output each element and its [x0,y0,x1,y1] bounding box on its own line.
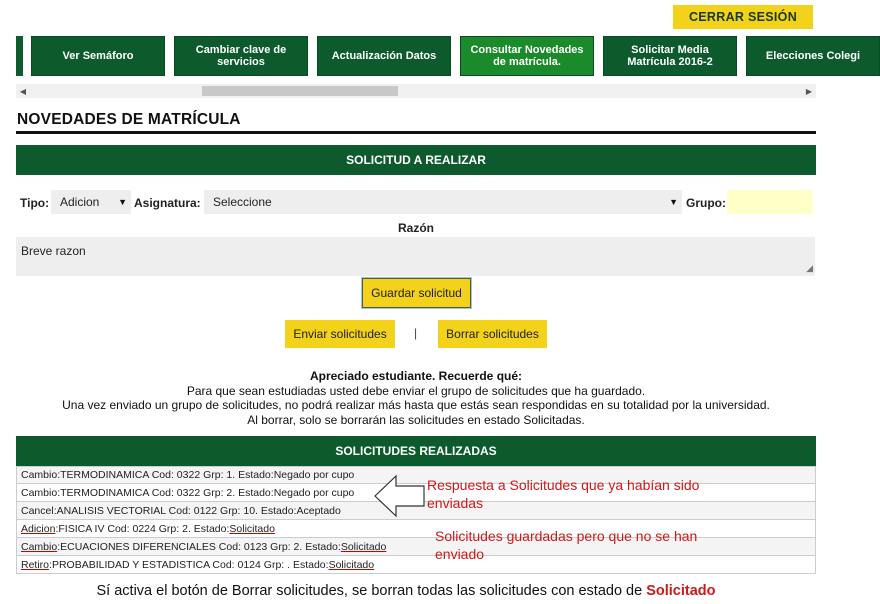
annotation-answered: Respuesta a Solicitudes que ya habían sido enviadas [427,477,700,511]
notice-heading: Apreciado estudiante. Recuerde qué: [309,369,523,383]
tipo-select[interactable] [51,190,131,214]
asignatura-select[interactable] [204,190,682,214]
tipo-select-value: Adicion [60,195,100,209]
footer-annotation [0,583,812,599]
table-row: Cambio : TERMODINAMICA Cod: 0322 Grp: 1. Estado: Negado por cupo [16,466,816,484]
request-type: Adicion [21,522,56,535]
footer-text: Sí activa el botón de Borrar solicitudes, se borran todas las solicitudes con estado de [96,583,647,599]
arrow-left-icon[interactable]: ◀ [19,86,27,96]
request-detail: PROBABILIDAD Y ESTADISTICA Cod: 0124 Grp: . Estado: [51,558,329,571]
tipo-label: Tipo: [20,196,50,210]
table-row: Adicion : FISICA IV Cod: 0224 Grp: 2. Estado: Solicitado [16,520,816,538]
resize-grip-icon[interactable]: ◢ [806,263,813,273]
request-status: Negado por cupo [273,469,355,481]
button-separator: | [414,326,418,340]
request-detail: ECUACIONES DIFERENCIALES Cod: 0123 Grp: 2. Estado: [60,540,341,553]
chevron-down-icon: ▼ [118,197,127,207]
request-type: Cambio [21,486,58,499]
request-type: Cambio [21,469,58,481]
table-row: Cambio : TERMODINAMICA Cod: 0322 Grp: 2. Estado: Negado por cupo [16,484,816,502]
table-row: Retiro : PROBABILIDAD Y ESTADISTICA Cod: 0124 Grp: . Estado: Solicitado [16,556,816,574]
scroll-thumb[interactable] [202,86,398,96]
nav-item-semaforo[interactable]: Ver Semáforo [31,36,165,76]
chevron-down-icon: ▼ [669,197,678,207]
nav-item-partial[interactable] [16,36,23,76]
notice-line: Al borrar, solo se borrarán las solicitudes en estado Solicitadas. [247,412,585,427]
left-arrow-icon [374,474,426,518]
razon-placeholder: Breve razon [21,244,86,258]
request-status: Solicitado [229,522,275,535]
request-type: Retiro [21,558,50,571]
request-status: Solicitado [328,558,375,571]
delete-requests-button[interactable]: Borrar solicitudes [438,320,547,348]
main-nav [16,36,861,78]
nav-item-consultar-novedades[interactable]: Consultar Novedades de matrícula. [460,36,594,76]
table-row: Cancel : ANALISIS VECTORIAL Cod: 0122 Grp: 10. Estado: Aceptado [16,502,816,520]
request-status: Negado por cupo [273,486,355,499]
notice-block [0,369,832,427]
save-request-button[interactable]: Guardar solicitud [363,279,470,307]
razon-textarea[interactable] [16,237,815,276]
request-detail: TERMODINAMICA Cod: 0322 Grp: 2. Estado: [60,486,274,499]
annotation-saved: Solicitudes guardadas pero que no se han enviado [435,528,698,562]
nav-item-media-matricula[interactable]: Solicitar Media Matrícula 2016-2 [603,36,737,76]
grupo-label: Grupo: [686,196,726,210]
request-status: Solicitado [340,540,387,553]
nav-item-actualizacion-datos[interactable]: Actualización Datos [317,36,451,76]
nav-item-elecciones[interactable]: Elecciones Colegi [746,36,880,76]
table-row: Cambio : ECUACIONES DIFERENCIALES Cod: 0123 Grp: 2. Estado: Solicitado [16,538,816,556]
nav-item-cambiar-clave[interactable]: Cambiar clave de servicios [174,36,308,76]
footer-highlight: Solicitado [646,583,716,599]
request-section-header: SOLICITUD A REALIZAR [16,145,816,175]
requests-section-header: SOLICITUDES REALIZADAS [16,436,816,466]
logout-button[interactable]: CERRAR SESIÓN [673,5,813,29]
request-type: Cancel [21,504,54,517]
nav-scrollbar[interactable] [16,84,816,98]
notice-line: Para que sean estudiadas usted debe enviar el grupo de solicitudes que ha guardado. [186,383,646,398]
title-divider [16,131,816,134]
request-status: Aceptado [296,504,341,517]
notice-line: Una vez enviado un grupo de solicitudes, no podrá realizar más hasta que estás sean respondidas en su totalidad por la universidad. [62,398,770,412]
request-detail: FISICA IV Cod: 0224 Grp: 2. Estado: [58,522,230,535]
request-detail: ANALISIS VECTORIAL Cod: 0122 Grp: 10. Estado: [56,504,297,517]
grupo-input[interactable] [727,190,813,214]
request-detail: TERMODINAMICA Cod: 0322 Grp: 1. Estado: [60,469,274,481]
request-type: Cambio [21,540,58,553]
razon-label: Razón [398,221,434,235]
asignatura-label: Asignatura: [134,196,201,210]
asignatura-select-value: Seleccione [213,195,272,209]
page-title: NOVEDADES DE MATRÍCULA [17,111,241,128]
arrow-right-icon[interactable]: ▶ [805,86,813,96]
send-requests-button[interactable]: Enviar solicitudes [285,320,395,348]
